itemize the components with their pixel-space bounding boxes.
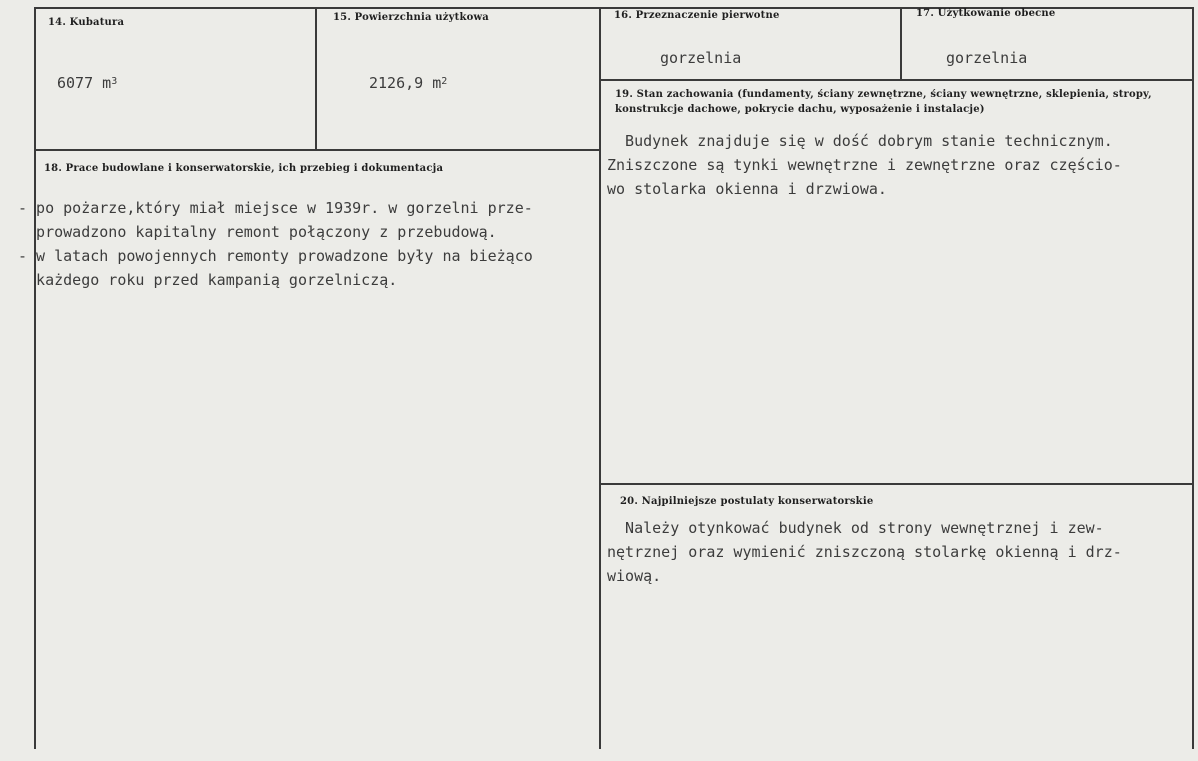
prace-line-2: prowadzono kapitalny remont połączony z przebudową.: [18, 223, 497, 241]
rule-under-16-17: [599, 79, 1194, 81]
rule-under-14-15: [34, 149, 601, 151]
powierzchnia-unit-superscript: 2: [441, 76, 448, 87]
prace-label: 18. Prace budowlane i konserwatorskie, ich przebieg i dokumentacja: [44, 163, 444, 174]
postulaty-text: [607, 516, 1122, 588]
kubatura-number: 6077 m: [57, 74, 112, 92]
prace-line-1: - po pożarze,który miał miejsce w 1939r. w gorzelni prze-: [18, 199, 533, 217]
powierzchnia-label: 15. Powierzchnia użytkowa: [333, 12, 489, 23]
rule-under-19: [599, 483, 1194, 485]
powierzchnia-number: 2126,9 m: [369, 74, 442, 92]
divider-14-15: [315, 7, 317, 150]
stan-label: 19. Stan zachowania (fundamenty, ściany zewnętrzne, ściany wewnętrzne, sklepienia, stropy, konstrukcje dachowe, pokrycie dachu, wyposażenie i instalacje): [615, 89, 1152, 115]
kubatura-unit-superscript: 3: [111, 76, 118, 87]
right-border: [1192, 7, 1194, 749]
divider-16-17: [900, 7, 902, 80]
uzytkowanie-value: gorzelnia: [946, 49, 1028, 67]
stan-text: [607, 129, 1122, 201]
prace-line-4: każdego roku przed kampanią gorzelniczą.: [18, 271, 398, 289]
postulaty-label: 20. Najpilniejsze postulaty konserwatorskie: [620, 496, 874, 507]
divider-15-16: [599, 7, 601, 749]
prace-text: [18, 196, 533, 292]
stan-line-2: Zniszczone są tynki wewnętrzne i zewnętrzne oraz częścio-: [607, 156, 1122, 174]
uzytkowanie-label: 17. Użytkowanie obecne: [916, 8, 1056, 19]
stan-line-3: wo stolarka okienna i drzwiowa.: [607, 180, 887, 198]
postulaty-line-1: Należy otynkować budynek od strony wewnętrznej i zew-: [607, 519, 1104, 537]
przeznaczenie-value: gorzelnia: [660, 49, 742, 67]
left-border: [34, 7, 36, 749]
przeznaczenie-label: 16. Przeznaczenie pierwotne: [614, 10, 780, 21]
postulaty-line-3: wiową.: [607, 567, 662, 585]
powierzchnia-value: [369, 74, 447, 92]
kubatura-label: 14. Kubatura: [48, 17, 125, 28]
kubatura-value: [57, 74, 117, 92]
stan-line-1: Budynek znajduje się w dość dobrym stanie technicznym.: [607, 132, 1113, 150]
postulaty-line-2: nętrznej oraz wymienić zniszczoną stolarkę okienną i drz-: [607, 543, 1122, 561]
prace-line-3: - w latach powojennych remonty prowadzone były na bieżąco: [18, 247, 533, 265]
